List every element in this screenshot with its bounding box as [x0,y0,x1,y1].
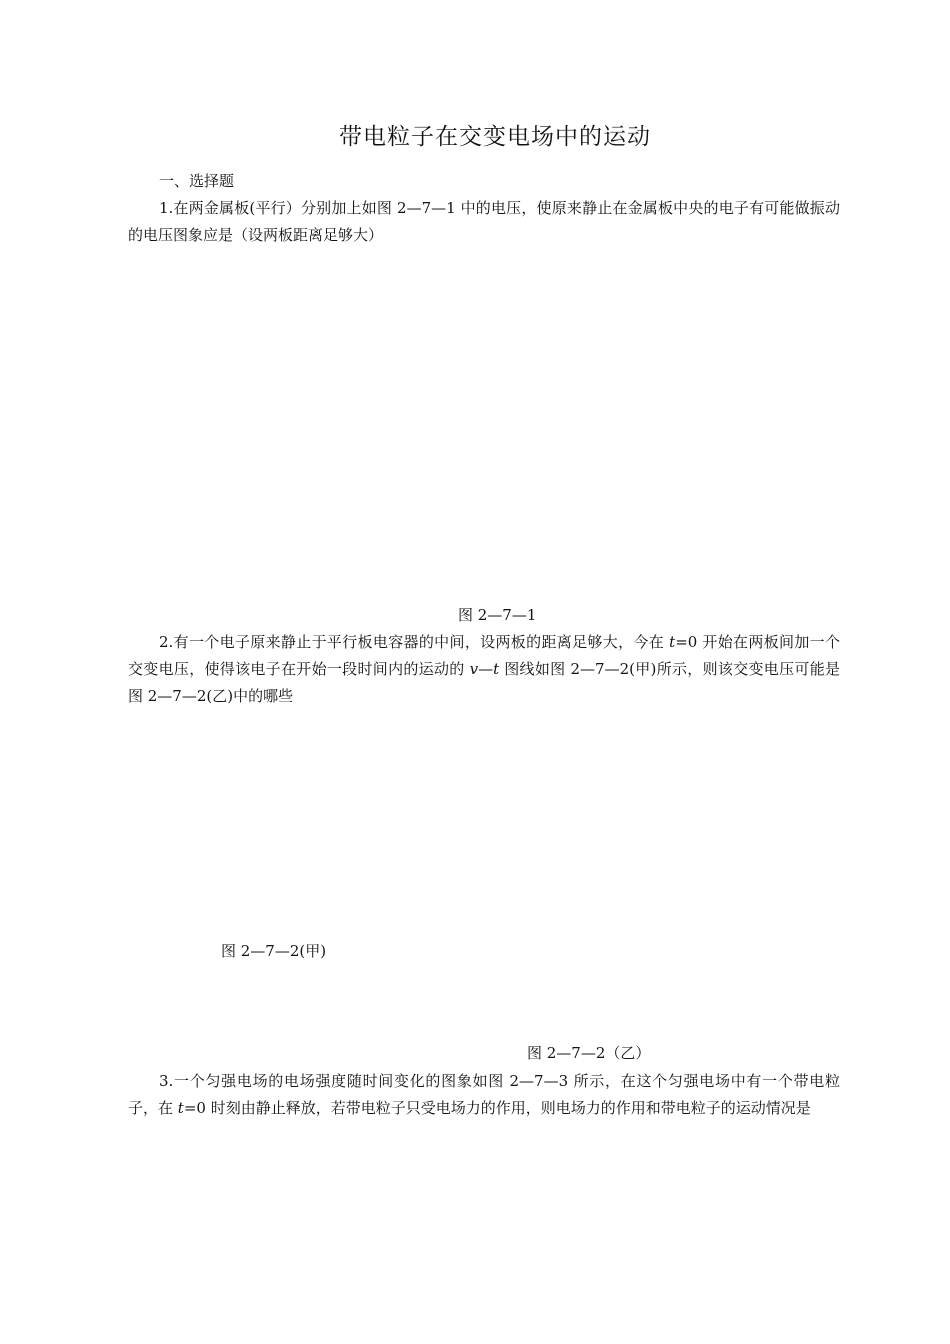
variable-v: v [469,660,479,678]
variable-t: t [177,1099,184,1117]
question-text: =0 时刻由静止释放，若带电粒子只受电场力的作用，则电场力的作用和带电粒子的运动情况是 [183,1099,811,1117]
figure-2b-area [128,965,840,1040]
figure-caption-2b: 图 2—7—2（乙） [527,1044,651,1062]
figure-caption-2a: 图 2—7—2(甲) [221,942,327,960]
page-title: 带电粒子在交变电场中的运动 [339,124,651,150]
figure-1-area [128,255,840,595]
figure-caption-1: 图 2—7—1 [458,606,537,624]
variable-t: t [493,660,500,678]
section-heading: 一、选择题 [159,172,235,190]
question-text: 在两金属板(平行）分别加上如图 2—7—1 中的电压，使原来静止在金属板中央的电子有可能做振动的电压图象应是（设两板距离足够大） [128,199,840,244]
question-text: 有一个电子原来静止于平行板电容器的中间，设两板的距离足够大，今在 [173,633,670,651]
question-number: 1. [159,199,174,217]
question-2 [128,629,840,710]
question-3 [128,1068,840,1122]
question-1 [128,195,840,249]
question-text: 图线如图 2—7—2(甲)所示，则该交变电压可能是图 2—7—2(乙)中的哪些 [128,660,840,705]
question-text: — [478,660,494,678]
variable-t: t [669,633,676,651]
question-number: 2. [159,633,174,651]
figure-2a-area [128,715,840,935]
question-text: 一个匀强电场的电场强度随时间变化的图象如图 2—7—3 所示，在这个匀强电场中有一个带电粒子，在 [128,1072,840,1117]
question-number: 3. [159,1072,174,1090]
question-text: =0 开始在两板间加一个交变电压，使得该电子在开始一段时间内的运动的 [128,633,840,678]
